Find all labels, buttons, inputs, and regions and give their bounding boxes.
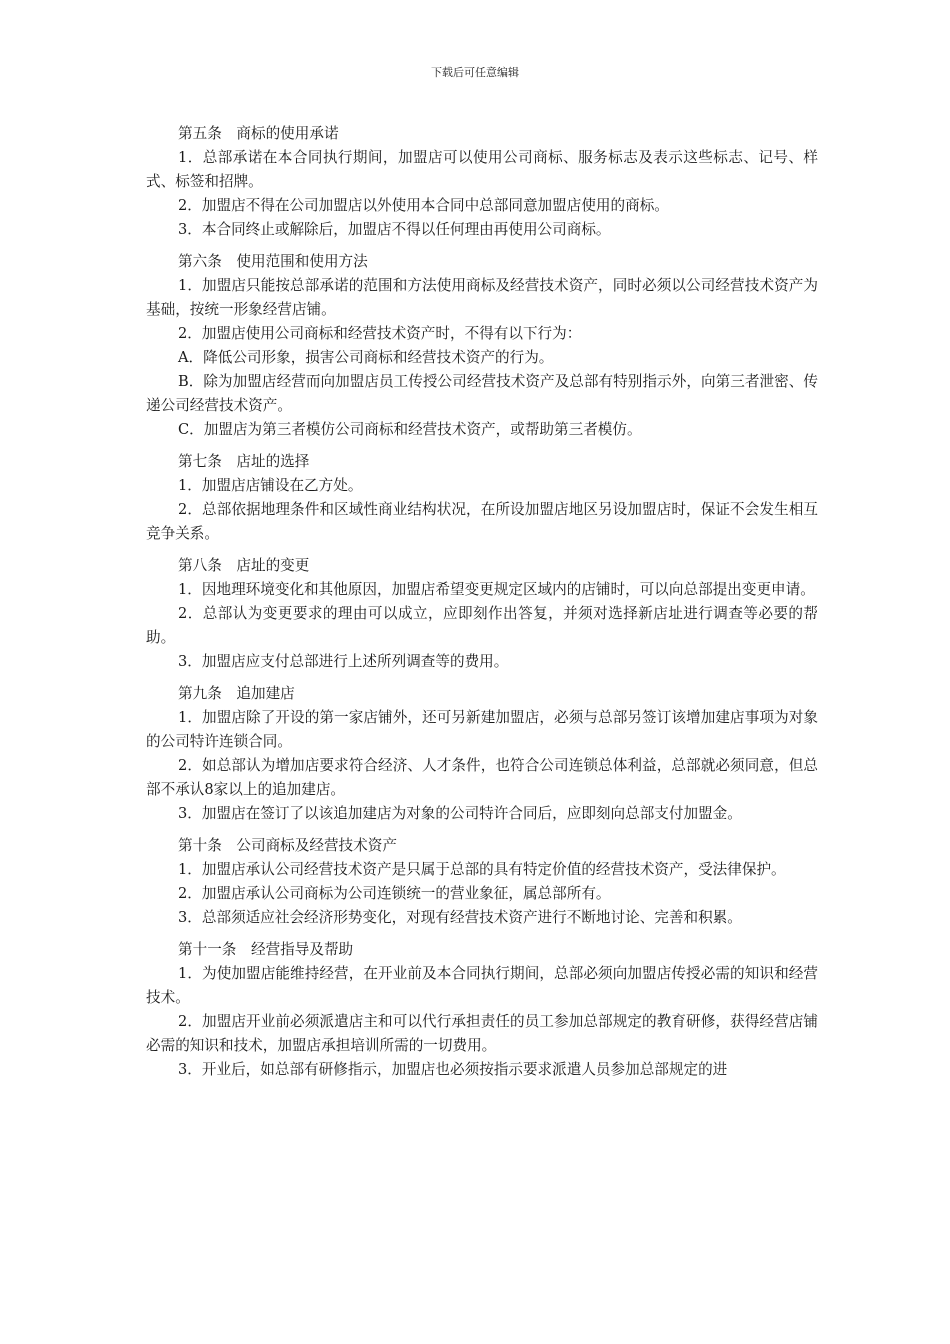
article-paragraph: 2．加盟店不得在公司加盟店以外使用本合同中总部同意加盟店使用的商标。 xyxy=(178,197,669,214)
article-paragraph: 2．如总部认为增加店要求符合经济、人才条件，也符合公司连锁总体利益，总部就必须同意，但总部不承认8家以上的追加建店。 xyxy=(146,757,818,798)
article-8 xyxy=(146,554,818,674)
article-paragraph: A．降低公司形象，损害公司商标和经营技术资产的行为。 xyxy=(178,349,554,366)
article-paragraph: 1．加盟店店铺设在乙方处。 xyxy=(178,477,363,494)
article-paragraph: 1．总部承诺在本合同执行期间，加盟店可以使用公司商标、服务标志及表示这些标志、记号、样式、标签和招牌。 xyxy=(146,149,818,190)
article-paragraph: 1．加盟店承认公司经营技术资产是只属于总部的具有特定价值的经营技术资产，受法律保护。 xyxy=(178,861,786,878)
page-header-note: 下载后可任意编辑 xyxy=(431,66,519,79)
article-6 xyxy=(146,250,818,442)
article-paragraph: 1．因地理环境变化和其他原因，加盟店希望变更规定区域内的店铺时，可以向总部提出变更申请。 xyxy=(178,581,815,598)
article-10 xyxy=(146,834,818,930)
article-heading: 第十一条 经营指导及帮助 xyxy=(178,941,354,958)
article-paragraph: 1．加盟店除了开设的第一家店铺外，还可另新建加盟店，必须与总部另签订该增加建店事项为对象的公司特许连锁合同。 xyxy=(146,709,818,750)
article-paragraph: 3．加盟店在签订了以该追加建店为对象的公司特许合同后，应即刻向总部支付加盟金。 xyxy=(178,805,742,822)
article-paragraph: 2．加盟店使用公司商标和经营技术资产时，不得有以下行为： xyxy=(178,325,582,342)
article-paragraph: 3．加盟店应支付总部进行上述所列调查等的费用。 xyxy=(178,653,509,670)
article-paragraph: 2．总部认为变更要求的理由可以成立，应即刻作出答复，并须对选择新店址进行调查等必要的帮助。 xyxy=(146,605,818,646)
article-heading: 第七条 店址的选择 xyxy=(178,453,310,470)
article-paragraph: 3．开业后，如总部有研修指示，加盟店也必须按指示要求派遣人员参加总部规定的进 xyxy=(178,1061,728,1078)
article-5 xyxy=(146,122,818,242)
article-paragraph: 1．为使加盟店能维持经营，在开业前及本合同执行期间，总部必须向加盟店传授必需的知识和经营技术。 xyxy=(146,965,818,1006)
article-paragraph: 2．总部依据地理条件和区域性商业结构状况，在所设加盟店地区另设加盟店时，保证不会发生相互竞争关系。 xyxy=(146,501,818,542)
article-paragraph: C．加盟店为第三者模仿公司商标和经营技术资产，或帮助第三者模仿。 xyxy=(178,421,642,438)
article-heading: 第十条 公司商标及经营技术资产 xyxy=(178,837,397,854)
article-heading: 第八条 店址的变更 xyxy=(178,557,310,574)
article-heading: 第九条 追加建店 xyxy=(178,685,295,702)
article-paragraph: 3．总部须适应社会经济形势变化，对现有经营技术资产进行不断地讨论、完善和积累。 xyxy=(178,909,742,926)
article-heading: 第五条 商标的使用承诺 xyxy=(178,125,339,142)
article-paragraph: B．除为加盟店经营而向加盟店员工传授公司经营技术资产及总部有特别指示外，向第三者泄密、传递公司经营技术资产。 xyxy=(146,373,818,414)
article-7 xyxy=(146,450,818,546)
article-paragraph: 1．加盟店只能按总部承诺的范围和方法使用商标及经营技术资产，同时必须以公司经营技术资产为基础，按统一形象经营店铺。 xyxy=(146,277,818,318)
article-heading: 第六条 使用范围和使用方法 xyxy=(178,253,368,270)
contract-body xyxy=(146,122,818,1090)
article-paragraph: 2．加盟店承认公司商标为公司连锁统一的营业象征，属总部所有。 xyxy=(178,885,611,902)
article-9 xyxy=(146,682,818,826)
article-paragraph: 3．本合同终止或解除后，加盟店不得以任何理由再使用公司商标。 xyxy=(178,221,611,238)
article-11 xyxy=(146,938,818,1082)
article-paragraph: 2．加盟店开业前必须派遣店主和可以代行承担责任的员工参加总部规定的教育研修，获得经营店铺必需的知识和技术，加盟店承担培训所需的一切费用。 xyxy=(146,1013,818,1054)
